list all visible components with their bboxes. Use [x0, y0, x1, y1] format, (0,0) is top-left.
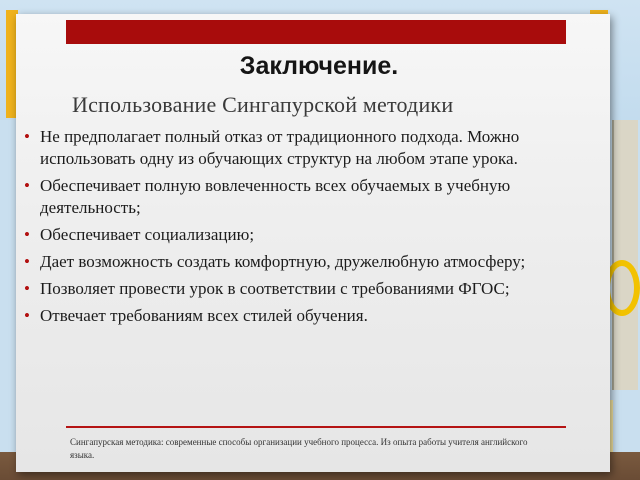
bullet-dot-icon: •	[24, 252, 30, 271]
slide-subtitle: Использование Сингапурской методики	[72, 92, 454, 117]
bullet-text: Обеспечивает социализацию;	[40, 225, 255, 244]
bullet-dot-icon: •	[24, 225, 30, 244]
bullet-item	[22, 278, 606, 300]
right-side-panel	[612, 120, 638, 390]
slide-title: Заключение.	[239, 52, 399, 80]
bullet-text: Отвечает требованиям всех стилей обучения.	[40, 306, 368, 325]
bullet-item	[22, 251, 606, 273]
bullet-text: Обеспечивает полную вовлеченность всех обучаемых в учебную деятельность;	[40, 176, 511, 217]
bullet-text: Позволяет провести урок в соответствии с требованиями ФГОС;	[40, 279, 510, 298]
slide	[16, 14, 610, 472]
footer-caption: Сингапурская методика: современные способы организации учебного процесса. Из опыта работы учителя английского языка.	[70, 437, 528, 460]
bullet-item	[22, 305, 606, 327]
bullet-item	[22, 175, 606, 219]
header-red-bar	[66, 20, 566, 44]
bullet-item	[22, 224, 606, 246]
bullet-dot-icon: •	[24, 127, 30, 146]
bullet-list	[22, 126, 606, 332]
bullet-text: Не предполагает полный отказ от традиционного подхода. Можно использовать одну из обучающих структур на любом этапе урока.	[40, 127, 520, 168]
bullet-text: Дает возможность создать комфортную, дружелюбную атмосферу;	[40, 252, 526, 271]
bullet-item	[22, 126, 606, 170]
footer-divider	[66, 426, 566, 428]
bullet-dot-icon: •	[24, 176, 30, 195]
bullet-dot-icon: •	[24, 279, 30, 298]
bullet-dot-icon: •	[24, 306, 30, 325]
